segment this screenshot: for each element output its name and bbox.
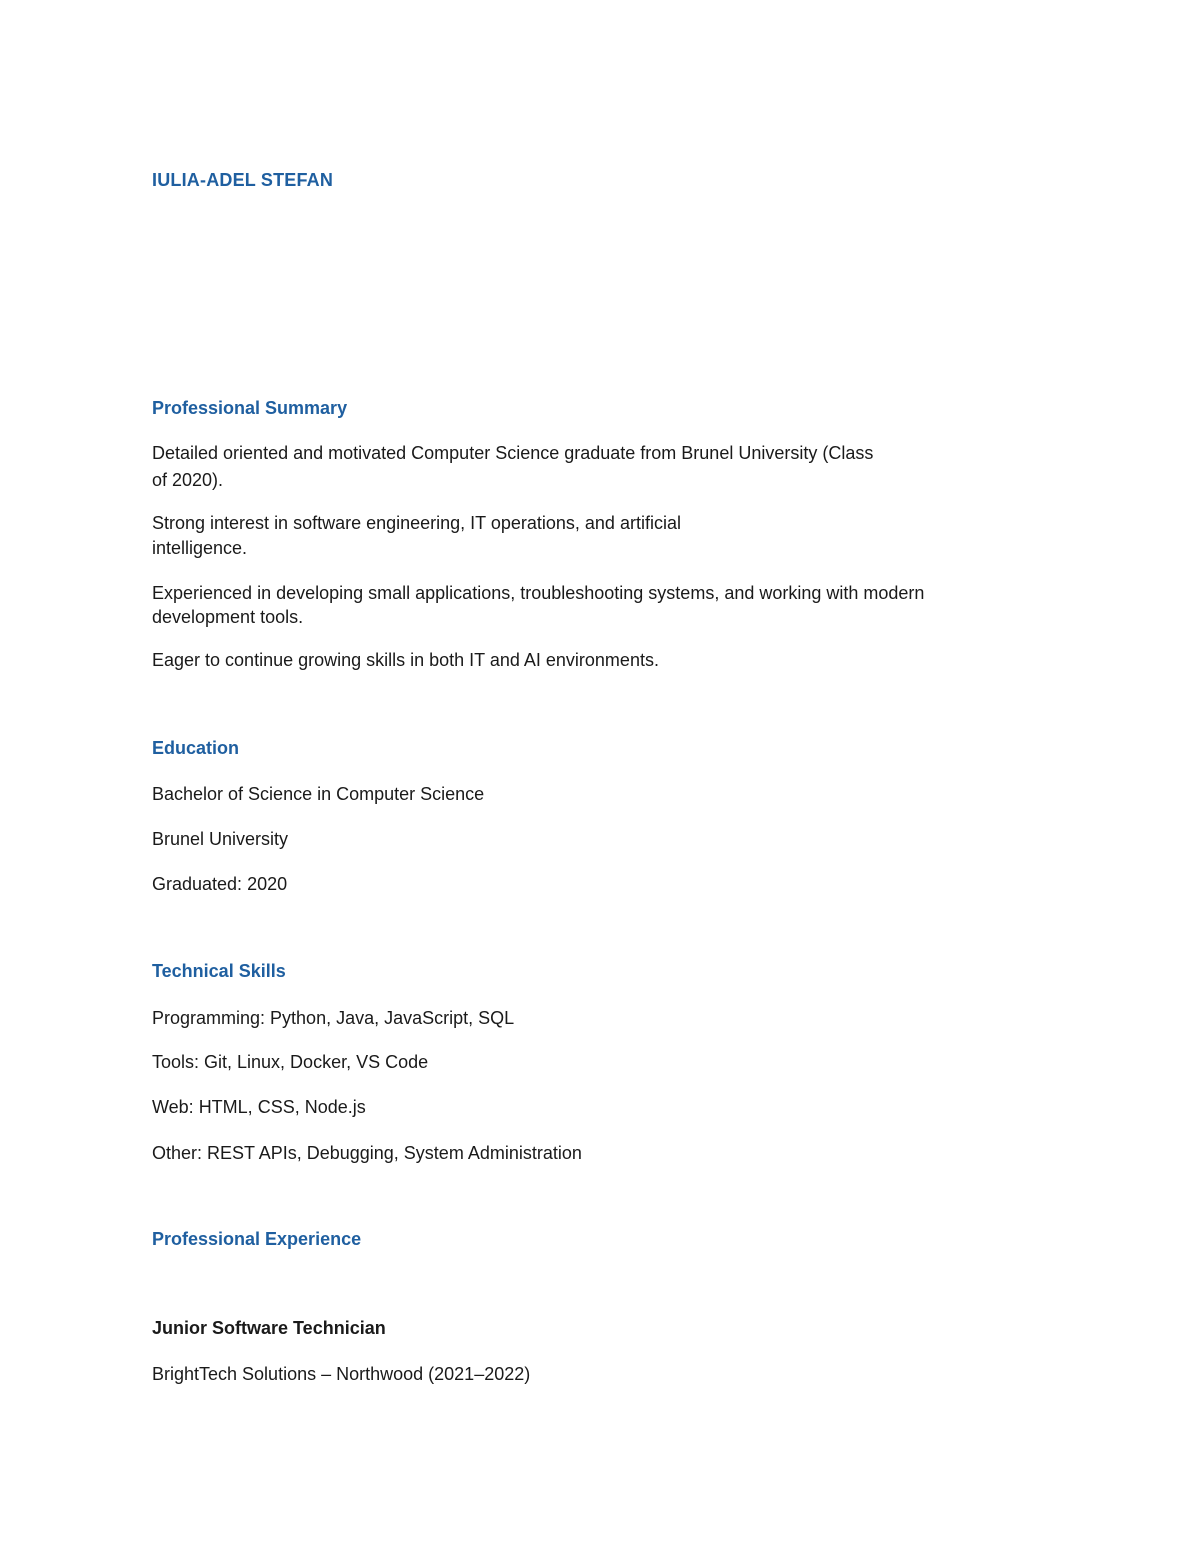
summary-paragraph-3-line-2: development tools. xyxy=(152,607,304,627)
job-title: Junior Software Technician xyxy=(152,1318,386,1338)
summary-paragraph-4: Eager to continue growing skills in both IT and AI environments. xyxy=(152,650,659,670)
skills-web: Web: HTML, CSS, Node.js xyxy=(152,1097,366,1117)
summary-paragraph-2-line-1: Strong interest in software engineering, IT operations, and artificial xyxy=(152,513,681,533)
summary-paragraph-1-line-1: Detailed oriented and motivated Computer Science graduate from Brunel University (Class xyxy=(152,443,874,463)
skills-other: Other: REST APIs, Debugging, System Administration xyxy=(152,1143,582,1163)
experience-heading: Professional Experience xyxy=(152,1229,362,1249)
skills-tools: Tools: Git, Linux, Docker, VS Code xyxy=(152,1052,429,1072)
education-graduated: Graduated: 2020 xyxy=(152,874,288,894)
summary-paragraph-3-line-1: Experienced in developing small applications, troubleshooting systems, and working with modern xyxy=(152,583,925,603)
education-heading: Education xyxy=(152,738,240,758)
education-degree: Bachelor of Science in Computer Science xyxy=(152,784,485,804)
candidate-name: IULIA-ADEL STEFAN xyxy=(152,170,334,190)
summary-paragraph-2-line-2: intelligence. xyxy=(152,538,248,558)
education-school: Brunel University xyxy=(152,829,289,849)
skills-heading: Technical Skills xyxy=(152,961,286,981)
summary-paragraph-1-line-2: of 2020). xyxy=(152,470,224,490)
skills-programming: Programming: Python, Java, JavaScript, SQL xyxy=(152,1008,515,1028)
summary-heading: Professional Summary xyxy=(152,398,348,418)
job-company: BrightTech Solutions – Northwood (2021–2022) xyxy=(152,1364,531,1384)
